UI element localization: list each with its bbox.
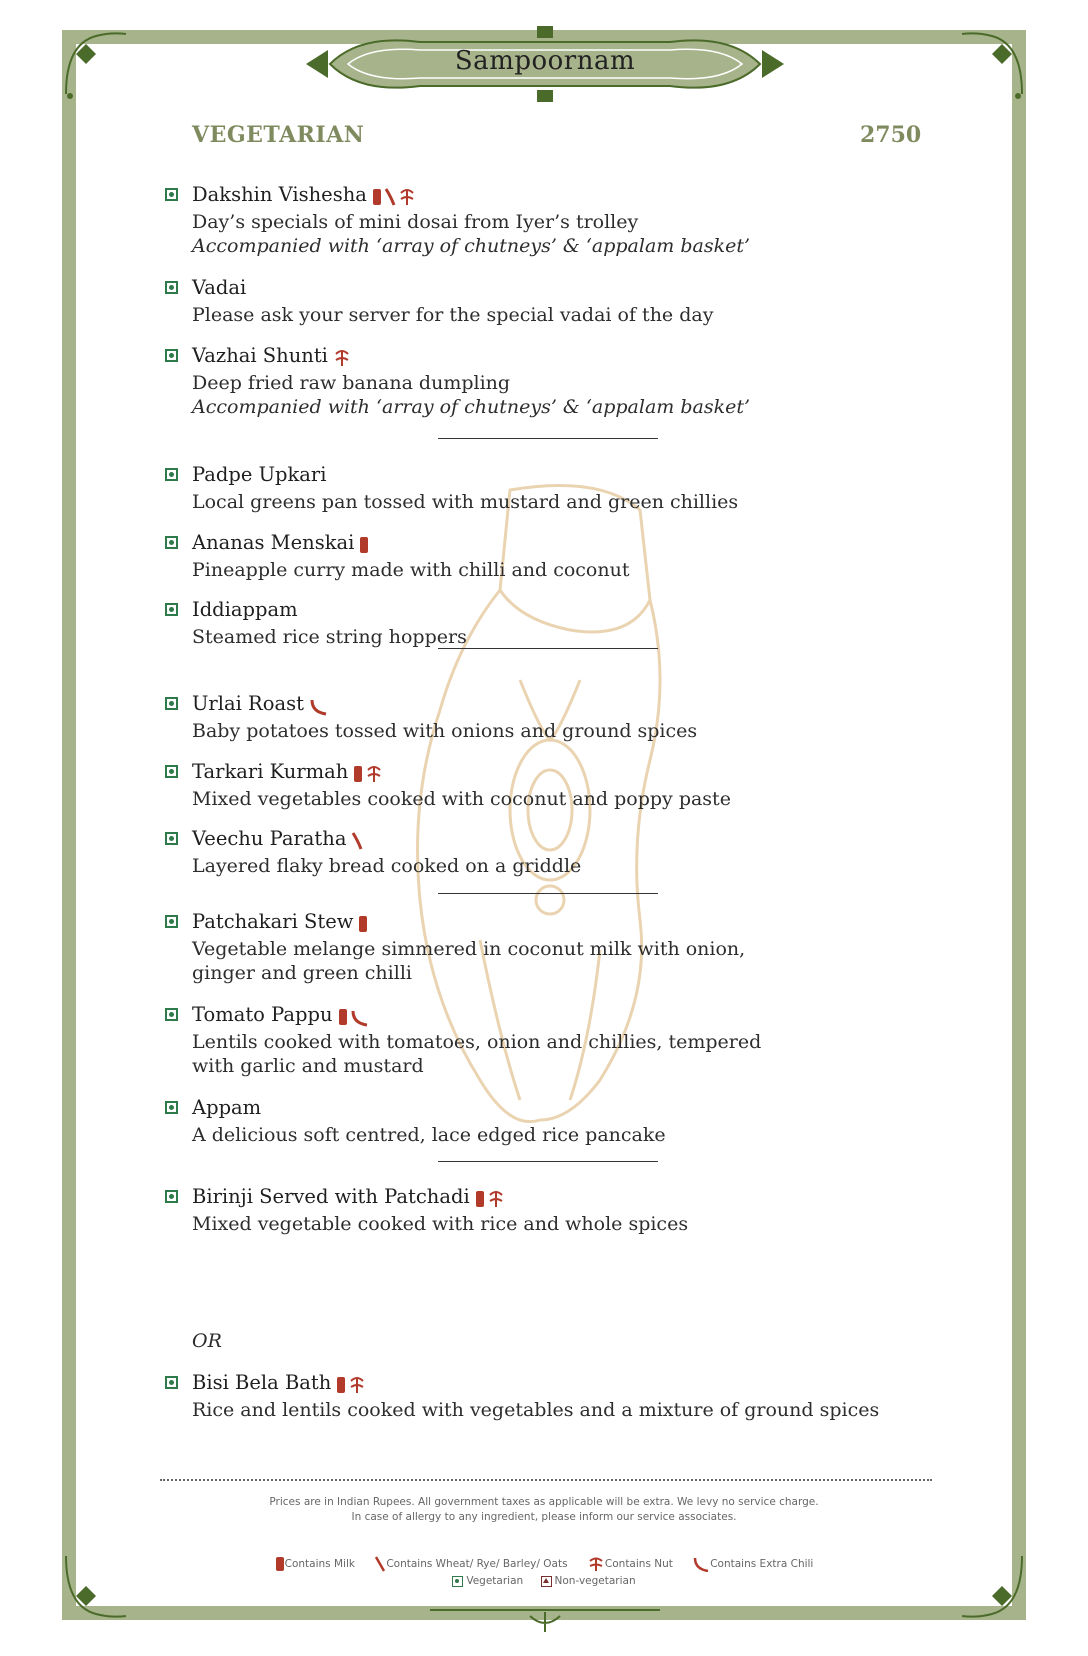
- item-name: Dakshin Vishesha: [192, 183, 367, 206]
- item-description: Please ask your server for the special vadai of the day: [192, 304, 714, 326]
- nut-icon: [486, 1189, 506, 1209]
- diet-legend: [0, 1575, 1088, 1587]
- chili-icon: [349, 1007, 369, 1027]
- item-description: Lentils cooked with tomatoes, onion and chillies, tempered: [192, 1031, 762, 1053]
- item-description: Day’s specials of mini dosai from Iyer’s trolley: [192, 211, 639, 233]
- milk-icon: [335, 1375, 347, 1395]
- legend-nonveg: Non-vegetarian: [541, 1575, 636, 1587]
- veg-icon: [452, 1576, 463, 1587]
- frame-inner-line-left: [62, 125, 64, 1505]
- veg-icon: [165, 603, 178, 616]
- wheat-icon: [374, 1556, 386, 1572]
- course-divider: [438, 893, 658, 894]
- or-separator: OR: [192, 1330, 222, 1352]
- milk-icon: [337, 1007, 349, 1027]
- veg-icon: [165, 1101, 178, 1114]
- footnote-allergy: In case of allergy to any ingredient, please inform our service associates.: [351, 1511, 737, 1523]
- item-name: Bisi Bela Bath: [192, 1371, 332, 1394]
- item-description: Deep fried raw banana dumpling: [192, 372, 511, 394]
- item-name: Vazhai Shunti: [192, 344, 328, 367]
- section-title: VEGETARIAN: [192, 122, 365, 148]
- item-accompaniment: Accompanied with ‘array of chutneys’ & ‘appalam basket’: [192, 396, 751, 418]
- item-name: Ananas Menskai: [192, 531, 355, 554]
- item-description-line2: with garlic and mustard: [192, 1055, 424, 1077]
- section-price: 2750: [860, 122, 922, 148]
- course-divider: [438, 648, 658, 649]
- nut-icon: [397, 187, 417, 207]
- veg-icon: [165, 1376, 178, 1389]
- item-description: Vegetable melange simmered in coconut milk with onion,: [192, 938, 746, 960]
- course-divider: [438, 1161, 658, 1162]
- item-name: Vadai: [192, 276, 247, 299]
- item-description: Pineapple curry made with chilli and coconut: [192, 559, 630, 581]
- milk-icon: [357, 914, 369, 934]
- veg-icon: [165, 1190, 178, 1203]
- item-description: Steamed rice string hoppers: [192, 626, 467, 648]
- footer-separator: [160, 1479, 932, 1481]
- footnote-prices: Prices are in Indian Rupees. All government taxes as applicable will be extra. We levy no service charge.: [269, 1496, 819, 1508]
- veg-icon: [165, 1008, 178, 1021]
- legend-wheat: Contains Wheat/ Rye/ Barley/ Oats: [374, 1558, 567, 1570]
- item-name: Veechu Paratha: [192, 827, 347, 850]
- veg-icon: [165, 697, 178, 710]
- legend-chili: Contains Extra Chili: [692, 1558, 813, 1570]
- veg-icon: [165, 765, 178, 778]
- item-name: Tomato Pappu: [192, 1003, 333, 1026]
- item-name: Padpe Upkari: [192, 463, 327, 486]
- item-description: Local greens pan tossed with mustard and green chillies: [192, 491, 739, 513]
- item-name: Tarkari Kurmah: [192, 760, 349, 783]
- veg-icon: [165, 349, 178, 362]
- chili-icon: [692, 1556, 710, 1572]
- item-accompaniment: Accompanied with ‘array of chutneys’ & ‘appalam basket’: [192, 235, 751, 257]
- veg-icon: [165, 536, 178, 549]
- corner-ornament-top-left: [56, 24, 136, 104]
- bottom-ornament: [420, 1598, 670, 1638]
- item-description: Mixed vegetables cooked with coconut and poppy paste: [192, 788, 731, 810]
- item-description: Mixed vegetable cooked with rice and whole spices: [192, 1213, 689, 1235]
- frame-inner-line-right: [1024, 125, 1026, 1505]
- veg-icon: [165, 468, 178, 481]
- item-name: Patchakari Stew: [192, 910, 354, 933]
- milk-icon: [371, 187, 383, 207]
- item-description: Baby potatoes tossed with onions and ground spices: [192, 720, 698, 742]
- item-description: A delicious soft centred, lace edged rice pancake: [192, 1124, 666, 1146]
- non-veg-icon: [541, 1576, 552, 1587]
- legend-milk: Contains Milk: [275, 1558, 355, 1570]
- wheat-icon: [383, 187, 397, 207]
- milk-icon: [352, 764, 364, 784]
- item-description: Layered flaky bread cooked on a griddle: [192, 855, 582, 877]
- item-name: Iddiappam: [192, 598, 298, 621]
- milk-icon: [275, 1556, 285, 1572]
- wheat-icon: [350, 831, 364, 851]
- corner-ornament-top-right: [952, 24, 1032, 104]
- chili-icon: [308, 696, 328, 716]
- allergen-legend: [0, 1556, 1088, 1572]
- course-divider: [438, 438, 658, 439]
- item-name: Appam: [192, 1096, 262, 1119]
- milk-icon: [474, 1189, 486, 1209]
- title-banner: [300, 20, 790, 108]
- veg-icon: [165, 915, 178, 928]
- item-name: Urlai Roast: [192, 692, 304, 715]
- nut-icon: [364, 764, 384, 784]
- veg-icon: [165, 281, 178, 294]
- veg-icon: [165, 832, 178, 845]
- item-description-line2: ginger and green chilli: [192, 962, 412, 984]
- legend-nut: Contains Nut: [587, 1558, 673, 1570]
- veg-icon: [165, 188, 178, 201]
- item-name: Birinji Served with Patchadi: [192, 1185, 470, 1208]
- legend-veg: Vegetarian: [452, 1575, 523, 1587]
- item-description: Rice and lentils cooked with vegetables and a mixture of ground spices: [192, 1399, 880, 1421]
- nut-icon: [332, 348, 352, 368]
- menu-title: Sampoornam: [454, 46, 636, 76]
- nut-icon: [587, 1556, 605, 1572]
- nut-icon: [347, 1375, 367, 1395]
- milk-icon: [358, 535, 370, 555]
- henna-hand-illustration: [400, 480, 700, 1180]
